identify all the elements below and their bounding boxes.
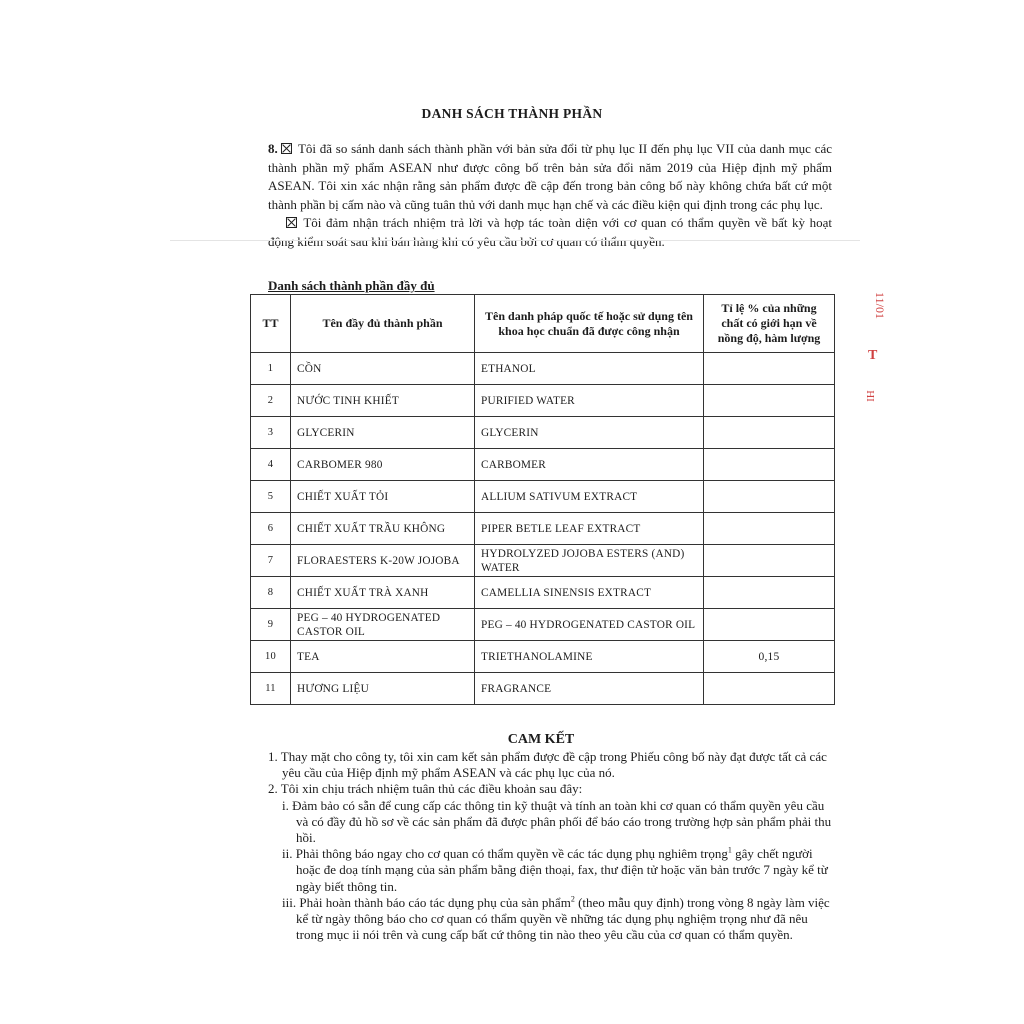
table-row [251, 577, 835, 609]
cell-inci: ETHANOL [475, 353, 704, 385]
ingredient-list-title: Danh sách thành phần đầy đủ [268, 278, 435, 293]
cell-inci: ALLIUM SATIVUM EXTRACT [475, 481, 704, 513]
cell-inci: TRIETHANOLAMINE [475, 641, 704, 673]
table-row [251, 545, 835, 577]
cell-inci: FRAGRANCE [475, 673, 704, 705]
cell-tt: 11 [251, 673, 291, 705]
cell-inci: PEG – 40 HYDROGENATED CASTOR OIL [475, 609, 704, 641]
cell-name: CHIẾT XUẤT TRẦU KHÔNG [291, 513, 475, 545]
cell-name: CỒN [291, 353, 475, 385]
cell-tt: 1 [251, 353, 291, 385]
table-row [251, 449, 835, 481]
commitment-sub-i: i. Đảm bảo có sẵn để cung cấp các thông tin kỹ thuật và tính an toàn khi cơ quan có thẩm quyền yêu cầu và có đầy đủ hồ sơ về các sản phẩm đã được phân phối để báo cáo trong trường hợp sản phẩm phải thu hồi. [282, 797, 832, 846]
cell-pct: 0,15 [704, 641, 835, 673]
section-8-text-2: Tôi đảm nhận trách nhiệm trả lời và hợp tác toàn diện với cơ quan có thẩm quyền về bất kỳ hoạt động kiểm soát sau khi bán hàng khi có yêu cầu bởi cơ quan có thẩm quyền. [268, 215, 832, 249]
header-tt: TT [251, 295, 291, 353]
cell-pct [704, 417, 835, 449]
handwritten-margin-notes [850, 290, 890, 430]
cell-tt: 7 [251, 545, 291, 577]
cell-tt: 10 [251, 641, 291, 673]
header-inci-name: Tên danh pháp quốc tế hoặc sử dụng tên khoa học chuẩn đã được công nhận [475, 295, 704, 353]
section-8-para-1 [268, 140, 832, 214]
section-number: 8. [268, 141, 278, 156]
sub-iii-text-b: (theo mẫu quy định) trong vòng 8 ngày làm việc kể từ ngày thông báo cho cơ quan có thẩm quyền về những tác dụng phụ nghiệm trọng như đã nêu trong mục ii nói trên và cung cấp bất cứ thông tin nào theo yêu cầu của cơ quan có thẩm quyền. [296, 894, 830, 943]
commitment-title: CAM KẾT [507, 732, 575, 747]
cell-inci: CAMELLIA SINENSIS EXTRACT [475, 577, 704, 609]
cell-tt: 8 [251, 577, 291, 609]
cell-tt: 5 [251, 481, 291, 513]
commitment-sub-iii [268, 895, 834, 944]
table-row [251, 417, 835, 449]
cell-pct [704, 481, 835, 513]
checked-box-icon [286, 217, 297, 228]
cell-inci: PURIFIED WATER [475, 385, 704, 417]
scan-artifact-line [170, 240, 860, 241]
cell-tt: 3 [251, 417, 291, 449]
cell-name: CARBOMER 980 [291, 449, 475, 481]
ingredient-table [250, 294, 835, 705]
commitment-sub-ii [268, 846, 834, 895]
margin-note-3: HI [863, 390, 876, 402]
cell-inci: CARBOMER [475, 449, 704, 481]
margin-note-2: T [868, 348, 878, 363]
footnote-ref-2: 2 [570, 894, 575, 904]
section-8-para-2 [268, 214, 832, 251]
header-percentage: Tỉ lệ % của những chất có giới hạn về nồng độ, hàm lượng [704, 295, 835, 353]
cell-inci: HYDROLYZED JOJOBA ESTERS (AND) WATER [475, 545, 704, 577]
table-row [251, 609, 835, 641]
cell-name: CHIẾT XUẤT TỎI [291, 481, 475, 513]
cell-name: TEA [291, 641, 475, 673]
table-row [251, 385, 835, 417]
cell-pct [704, 577, 835, 609]
cell-pct [704, 385, 835, 417]
sub-ii-text-a: ii. Phải thông báo ngay cho cơ quan có thẩm quyền về các tác dụng phụ nghiêm trọng [282, 846, 728, 862]
cell-inci: GLYCERIN [475, 417, 704, 449]
commitment-item-1: 1. Thay mặt cho công ty, tôi xin cam kết sản phẩm được đề cập trong Phiếu công bố này đạt được tất cả các yêu cầu của Hiệp định mỹ phẩm ASEAN và các phụ lục của nó. [268, 749, 827, 781]
header-full-name: Tên đầy đủ thành phần [291, 295, 475, 353]
cell-name: NƯỚC TINH KHIẾT [291, 385, 475, 417]
cell-pct [704, 353, 835, 385]
cell-tt: 9 [251, 609, 291, 641]
table-row [251, 641, 835, 673]
cell-pct [704, 449, 835, 481]
sub-ii-text-b: gây chết người hoặc đe doạ tính mạng của sản phẩm bằng điện thoại, fax, thư điện tử hoặc văn bản trước 7 ngày kể từ ngày biết thông tin. [296, 846, 828, 894]
table-row [251, 673, 835, 705]
section-8-text-1: Tôi đã so sánh danh sách thành phần với bản sửa đổi từ phụ lục II đến phụ lục VII của danh mục các thành phần mỹ phẩm ASEAN như được công bố trên bản sửa đổi năm 2019 của Hiệp định mỹ phẩm ASEAN. Tôi xin xác nhận rằng sản phẩm được đề cập đến trong bản công bố này không chứa bất cứ một thành phần bị cấm nào và cũng tuân thủ với danh mục hạn chế và các điều kiện qui định trong các phụ lục. [268, 141, 832, 212]
page-title: DANH SÁCH THÀNH PHẦN [421, 106, 603, 121]
footnote-ref-1: 1 [727, 845, 732, 855]
cell-pct [704, 609, 835, 641]
table-row [251, 513, 835, 545]
cell-pct [704, 673, 835, 705]
margin-note-1: 11/01 [872, 292, 887, 319]
table-row [251, 481, 835, 513]
cell-name: GLYCERIN [291, 417, 475, 449]
cell-name: FLORAESTERS K-20W JOJOBA [291, 545, 475, 577]
cell-name: CHIẾT XUẤT TRÀ XANH [291, 577, 475, 609]
table-header-row [251, 295, 835, 353]
cell-name: PEG – 40 HYDROGENATED CASTOR OIL [291, 609, 475, 641]
cell-pct [704, 545, 835, 577]
cell-tt: 6 [251, 513, 291, 545]
commitment-item-2: 2. Tôi xin chịu trách nhiệm tuân thủ các điều khoản sau đây: [268, 781, 583, 797]
section-8 [268, 140, 832, 251]
table-row [251, 353, 835, 385]
cell-name: HƯƠNG LIỆU [291, 673, 475, 705]
cell-inci: PIPER BETLE LEAF EXTRACT [475, 513, 704, 545]
cell-tt: 2 [251, 385, 291, 417]
cell-pct [704, 513, 835, 545]
checked-box-icon [281, 143, 292, 154]
commitment-section [268, 749, 834, 943]
sub-iii-text-a: iii. Phải hoàn thành báo cáo tác dụng phụ của sản phẩm [282, 894, 571, 910]
cell-tt: 4 [251, 449, 291, 481]
